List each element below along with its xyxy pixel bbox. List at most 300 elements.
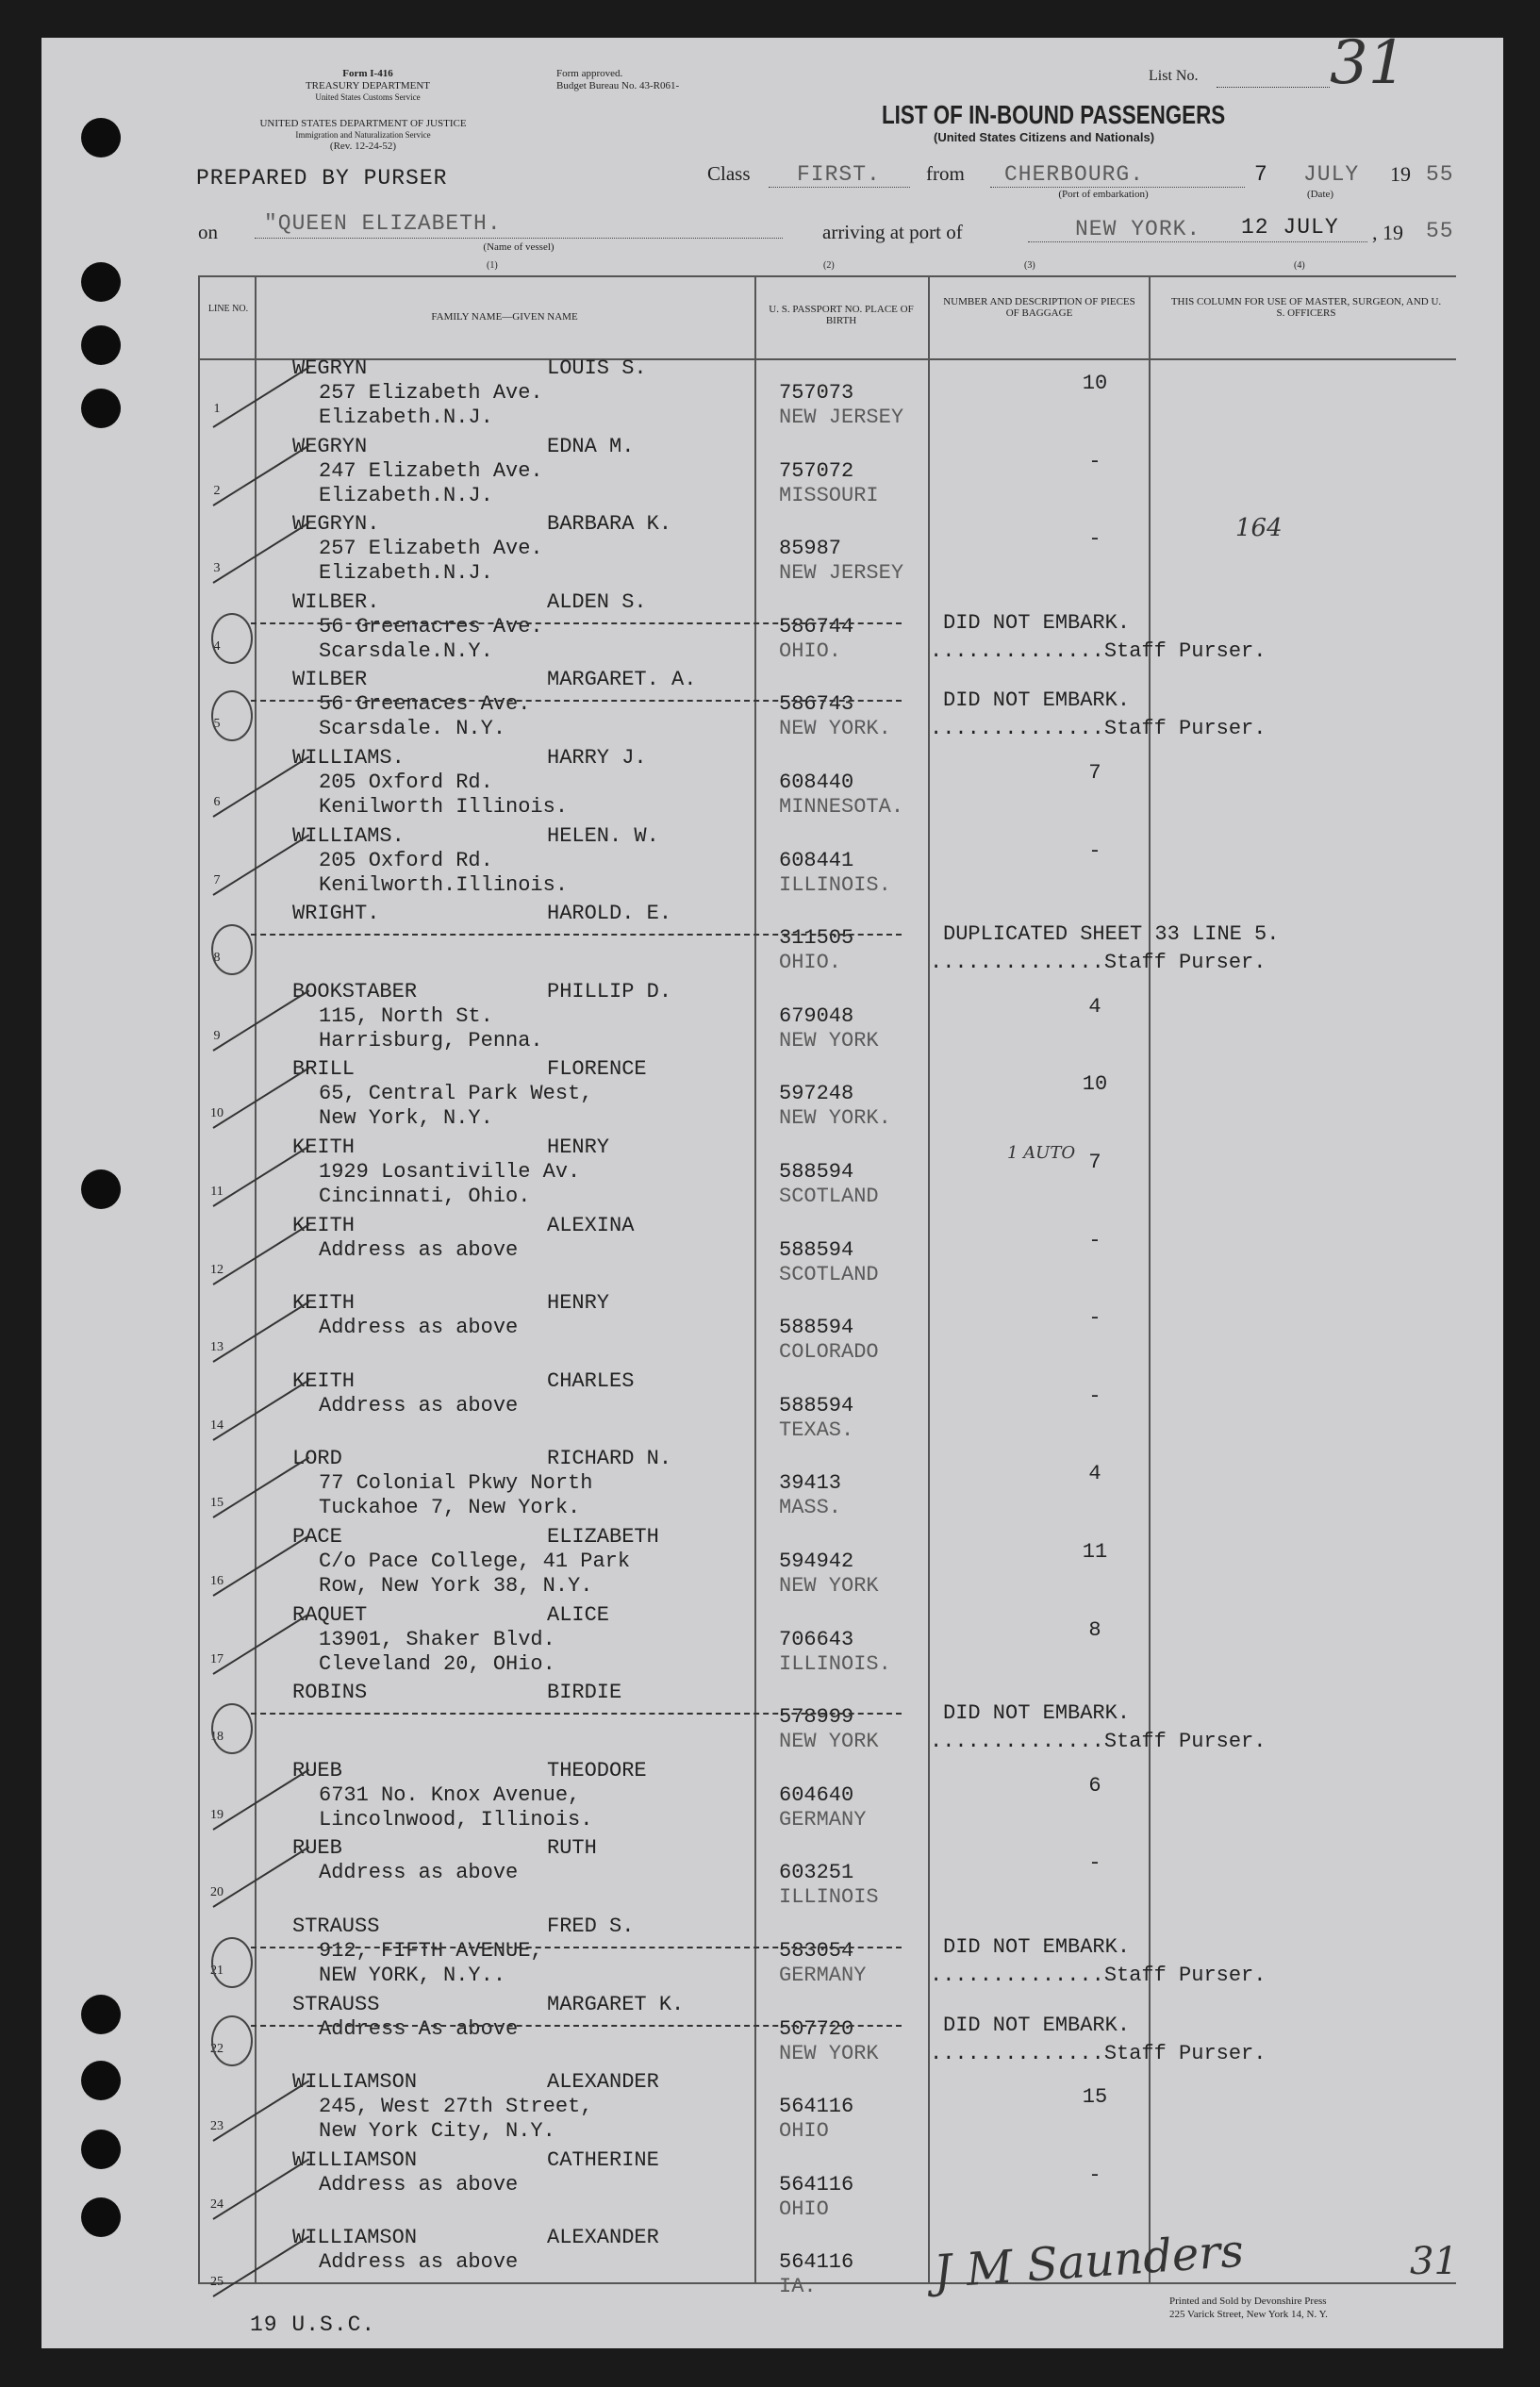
table-row [157, 1214, 1456, 1291]
dept-immigration: Immigration and Naturalization Service [295, 130, 431, 140]
address-line-1: Address as above [319, 1238, 519, 1262]
passport-number: 588594 [779, 1316, 854, 1339]
baggage-count: 4 [1088, 1462, 1101, 1485]
passport-number: 706643 [779, 1628, 854, 1651]
address-line-1: 115, North St. [319, 1004, 493, 1028]
address-line-2: New York, N.Y. [319, 1106, 493, 1130]
baggage-count: 10 [1082, 372, 1108, 395]
cancel-line [251, 700, 902, 702]
baggage-count: 6 [1088, 1774, 1101, 1798]
check-mark [212, 1224, 309, 1285]
place-of-birth: COLORADO [779, 1340, 879, 1364]
family-name: KEITH [292, 1369, 356, 1393]
passport-number: 604640 [779, 1783, 854, 1807]
family-name: ROBINS [292, 1681, 368, 1704]
address-line-1: 56 Greenaces Ave. [319, 692, 531, 716]
family-name: WILLIAMS. [292, 824, 405, 848]
given-name: ALEXANDER [547, 2070, 659, 2094]
footer-statute: 19 U.S.C. [250, 2312, 376, 2337]
given-name: ELIZABETH [547, 1525, 659, 1549]
address-line-1: 247 Elizabeth Ave. [319, 459, 543, 483]
baggage-count: 10 [1082, 1072, 1108, 1096]
line-number: 9 [213, 1029, 221, 1043]
list-number: 31 [1330, 28, 1407, 98]
address-line-2: Elizabeth.N.J. [319, 561, 493, 585]
table-row [157, 746, 1456, 823]
form-title: LIST OF IN-BOUND PASSENGERS [882, 100, 1226, 129]
address-line-1: Address as above [319, 2250, 519, 2274]
family-name: LORD [292, 1447, 342, 1470]
passport-number: 586744 [779, 615, 854, 638]
auto-note: 1 AUTO [1007, 1143, 1076, 1163]
prepared-by: PREPARED BY PURSER [196, 166, 448, 191]
place-of-birth: NEW YORK. [779, 717, 891, 740]
family-name: STRAUSS [292, 1993, 380, 2016]
line-number: 15 [210, 1496, 224, 1510]
place-of-birth: SCOTLAND [779, 1263, 879, 1286]
given-name: BIRDIE [547, 1681, 622, 1704]
place-of-birth: ILLINOIS. [779, 1652, 891, 1676]
given-name: HARRY J. [547, 746, 647, 770]
table-row [157, 1447, 1456, 1524]
header-name: FAMILY NAME—GIVEN NAME [431, 311, 578, 323]
col-num-2: (2) [823, 260, 835, 271]
family-name: WILLIAMSON [292, 2070, 418, 2094]
punch-hole [81, 1995, 121, 2034]
family-name: WEGRYN. [292, 512, 380, 536]
line-number: 1 [213, 402, 221, 416]
place-of-birth: OHIO. [779, 951, 842, 974]
table-row [157, 1681, 1456, 1758]
line-number: 4 [213, 639, 221, 654]
family-name: WEGRYN [292, 435, 368, 458]
place-of-birth: SCOTLAND [779, 1185, 879, 1208]
check-mark [212, 2236, 309, 2297]
address-line-1: 257 Elizabeth Ave. [319, 537, 543, 560]
line-number: 22 [210, 2042, 224, 2056]
line-number: 3 [213, 561, 221, 575]
address-line-1: 245, West 27th Street, [319, 2095, 593, 2118]
table-row [157, 1603, 1456, 1681]
given-name: RUTH [547, 1836, 597, 1860]
baggage-count: 8 [1088, 1618, 1101, 1642]
family-name: STRAUSS [292, 1915, 380, 1938]
date-year: 55 [1426, 162, 1454, 187]
check-mark [212, 1146, 309, 1207]
address-line-2: Harrisburg, Penna. [319, 1029, 543, 1053]
line-number: 23 [210, 2119, 224, 2133]
form-subtitle: (United States Citizens and Nationals) [934, 130, 1155, 144]
passport-number: 757073 [779, 381, 854, 405]
family-name: KEITH [292, 1291, 356, 1315]
given-name: HAROLD. E. [547, 902, 672, 925]
family-name: WEGRYN [292, 356, 368, 380]
arrival-year-prefix: , 19 [1372, 221, 1403, 244]
place-of-birth: OHIO. [779, 639, 842, 663]
table-row [157, 980, 1456, 1057]
family-name: RUEB [292, 1759, 342, 1782]
vessel-caption: (Name of vessel) [483, 241, 555, 253]
address-line-1: Address as above [319, 2173, 519, 2196]
address-line-2: Lincolnwood, Illinois. [319, 1808, 593, 1832]
class-label: Class [707, 162, 751, 185]
circle-mark [211, 613, 253, 664]
check-mark [212, 1301, 309, 1363]
passport-number: 583054 [779, 1939, 854, 1963]
passport-number: 586743 [779, 692, 854, 716]
address-line-2: Tuckahoe 7, New York. [319, 1496, 581, 1519]
remark: DUPLICATED SHEET 33 LINE 5. [943, 922, 1280, 946]
baggage-count: - [1088, 839, 1101, 863]
table-row [157, 356, 1456, 434]
baggage-count: 4 [1088, 995, 1101, 1019]
line-number: 12 [210, 1263, 224, 1277]
table-row [157, 2070, 1456, 2147]
baggage-count: - [1088, 1306, 1101, 1330]
form-approved: Form approved. [556, 68, 623, 79]
baggage-count: 7 [1088, 761, 1101, 785]
circle-mark [211, 690, 253, 741]
line-number: 20 [210, 1885, 224, 1899]
place-of-birth: ILLINOIS [779, 1885, 879, 1909]
family-name: WILBER. [292, 590, 380, 614]
place-of-birth: NEW JERSEY [779, 406, 904, 429]
line-number: 6 [213, 795, 221, 809]
baggage-count: 15 [1082, 2085, 1108, 2109]
place-of-birth: TEXAS. [779, 1418, 854, 1442]
baggage-count: - [1088, 1384, 1101, 1408]
from-line [990, 187, 1245, 188]
vessel-name: "QUEEN ELIZABETH. [264, 211, 502, 236]
line-number: 2 [213, 484, 221, 498]
place-of-birth: NEW YORK. [779, 1106, 891, 1130]
given-name: HELEN. W. [547, 824, 659, 848]
line-number: 8 [213, 951, 221, 965]
address-line-2: Elizabeth.N.J. [319, 406, 493, 429]
vessel-line [255, 238, 783, 239]
circle-mark [211, 2015, 253, 2066]
check-mark [212, 756, 309, 818]
on-label: on [198, 221, 218, 243]
table-row [157, 2226, 1456, 2303]
passport-number: 608441 [779, 849, 854, 872]
place-of-birth: NEW YORK [779, 1730, 879, 1753]
address-line-2: Scarsdale.N.Y. [319, 639, 493, 663]
cancel-line [251, 934, 902, 936]
given-name: MARGARET K. [547, 1993, 685, 2016]
col-num-4: (4) [1294, 260, 1305, 271]
check-mark [212, 2080, 309, 2142]
table-row [157, 1759, 1456, 1836]
punch-hole [81, 262, 121, 302]
staff-purser-remark: ..............Staff Purser. [930, 639, 1267, 663]
arrival-year: 55 [1426, 219, 1454, 243]
remark: DID NOT EMBARK. [943, 2014, 1131, 2037]
cancel-line [251, 622, 902, 624]
passport-number: 39413 [779, 1471, 842, 1495]
table-row [157, 1291, 1456, 1368]
arrival-port: NEW YORK. [1075, 217, 1201, 241]
line-number: 19 [210, 1808, 224, 1822]
table-row [157, 1057, 1456, 1135]
family-name: RUEB [292, 1836, 342, 1860]
address-line-1: Address as above [319, 1394, 519, 1417]
address-line-2: New York City, N.Y. [319, 2119, 555, 2143]
address-line-1: 65, Central Park West, [319, 1082, 593, 1105]
given-name: FRED S. [547, 1915, 635, 1938]
baggage-count: - [1088, 1229, 1101, 1252]
family-name: KEITH [292, 1135, 356, 1159]
family-name: RAQUET [292, 1603, 368, 1627]
passport-number: 588594 [779, 1394, 854, 1417]
address-line-1: C/o Pace College, 41 Park [319, 1550, 631, 1573]
given-name: ALEXINA [547, 1214, 635, 1237]
given-name: HENRY [547, 1135, 610, 1159]
arrival-line [1028, 241, 1367, 242]
passport-number: 507720 [779, 2017, 854, 2041]
header-line-no: LINE NO. [207, 304, 249, 314]
place-of-birth: OHIO [779, 2197, 829, 2221]
staff-purser-remark: ..............Staff Purser. [930, 951, 1267, 974]
baggage-count: 11 [1082, 1540, 1108, 1564]
family-name: KEITH [292, 1214, 356, 1237]
address-line-1: 205 Oxford Rd. [319, 849, 493, 872]
cancel-line [251, 2025, 902, 2027]
address-line-1: 77 Colonial Pkwy North [319, 1471, 593, 1495]
family-name: BOOKSTABER [292, 980, 418, 1003]
address-line-2: Cleveland 20, OHio. [319, 1652, 555, 1676]
given-name: FLORENCE [547, 1057, 647, 1081]
check-mark [212, 1535, 309, 1597]
table-row [157, 435, 1456, 512]
family-name: BRILL [292, 1057, 356, 1081]
place-of-birth: ILLINOIS. [779, 873, 891, 897]
class-value: FIRST. [797, 162, 881, 187]
dept-customs: United States Customs Service [315, 92, 421, 102]
punch-hole [81, 2061, 121, 2100]
line-number: 18 [210, 1730, 224, 1744]
form-number: Form I-416 [342, 68, 393, 79]
given-name: EDNA M. [547, 435, 635, 458]
address-line-1: 6731 No. Knox Avenue, [319, 1783, 581, 1807]
given-name: THEODORE [547, 1759, 647, 1782]
dept-justice: UNITED STATES DEPARTMENT OF JUSTICE [259, 118, 467, 129]
remark: DID NOT EMBARK. [943, 1701, 1131, 1725]
table-row [157, 668, 1456, 745]
passport-number: 564116 [779, 2095, 854, 2118]
place-of-birth: MINNESOTA. [779, 795, 904, 819]
check-mark [212, 835, 309, 896]
table-row [157, 2148, 1456, 2226]
family-name: WRIGHT. [292, 902, 380, 925]
place-of-birth: NEW YORK [779, 2042, 879, 2065]
line-number: 13 [210, 1340, 224, 1354]
place-of-birth: MASS. [779, 1496, 842, 1519]
passport-number: 603251 [779, 1861, 854, 1884]
address-line-1: Address As above [319, 2017, 519, 2041]
family-name: WILLIAMSON [292, 2148, 418, 2172]
header-passport: U. S. PASSPORT NO. PLACE OF BIRTH [769, 304, 914, 326]
check-mark [212, 1614, 309, 1675]
table-row [157, 1993, 1456, 2070]
place-of-birth: NEW JERSEY [779, 561, 904, 585]
dept-treasury: TREASURY DEPARTMENT [305, 80, 431, 91]
line-number: 10 [210, 1106, 224, 1120]
address-line-2: Kenilworth Illinois. [319, 795, 569, 819]
cancel-line [251, 1947, 902, 1948]
line-number: 7 [213, 873, 221, 887]
staff-purser-remark: ..............Staff Purser. [930, 2042, 1267, 2065]
passport-number: 564116 [779, 2250, 854, 2274]
line-number: 5 [213, 717, 221, 731]
given-name: PHILLIP D. [547, 980, 672, 1003]
table-row [157, 1915, 1456, 1992]
address-line-1: 257 Elizabeth Ave. [319, 381, 543, 405]
baggage-count: - [1088, 450, 1101, 473]
address-line-1: Address as above [319, 1861, 519, 1884]
date-year-prefix: 19 [1390, 162, 1411, 186]
punch-hole [81, 389, 121, 428]
address-line-2: Row, New York 38, N.Y. [319, 1574, 593, 1598]
table-row [157, 824, 1456, 902]
given-name: BARBARA K. [547, 512, 672, 536]
check-mark [212, 1847, 309, 1908]
passport-number: 588594 [779, 1160, 854, 1184]
check-mark [212, 367, 309, 428]
place-of-birth: NEW YORK [779, 1029, 879, 1053]
header-officers: THIS COLUMN FOR USE OF MASTER, SURGEON, AND U. S. OFFICERS [1170, 296, 1442, 319]
line-number: 16 [210, 1574, 224, 1588]
port-caption: (Port of embarkation) [1058, 189, 1149, 200]
printer-line-1: Printed and Sold by Devonshire Press [1169, 2296, 1327, 2307]
header-baggage: NUMBER AND DESCRIPTION OF PIECES OF BAGGAGE [943, 296, 1135, 319]
check-mark [212, 1380, 309, 1441]
table-row [157, 902, 1456, 979]
class-line [769, 187, 910, 188]
passport-number: 564116 [779, 2173, 854, 2196]
address-line-2: Cincinnati, Ohio. [319, 1185, 531, 1208]
passport-number: 85987 [779, 537, 842, 560]
address-line-2: NEW YORK, N.Y.. [319, 1964, 506, 1987]
passport-number: 588594 [779, 1238, 854, 1262]
list-no-label: List No. [1149, 68, 1199, 84]
place-of-birth: IA. [779, 2275, 817, 2298]
address-line-1: 205 Oxford Rd. [319, 771, 493, 794]
circle-mark [211, 1937, 253, 1988]
given-name: RICHARD N. [547, 1447, 672, 1470]
passport-number: 757072 [779, 459, 854, 483]
given-name: CATHERINE [547, 2148, 659, 2172]
col-num-3: (3) [1024, 260, 1035, 271]
line-number: 11 [210, 1185, 224, 1199]
address-line-2: Elizabeth.N.J. [319, 484, 493, 507]
address-line-2: Scarsdale. N.Y. [319, 717, 506, 740]
family-name: WILLIAMS. [292, 746, 405, 770]
staff-purser-remark: ..............Staff Purser. [930, 717, 1267, 740]
baggage-count: - [1088, 1851, 1101, 1875]
line-number: 25 [210, 2275, 224, 2289]
line-number: 24 [210, 2197, 224, 2212]
passport-number: 578999 [779, 1705, 854, 1729]
punch-hole [81, 325, 121, 365]
place-of-birth: NEW YORK [779, 1574, 879, 1598]
check-mark [212, 2159, 309, 2220]
printer-line-2: 225 Varick Street, New York 14, N. Y. [1169, 2309, 1328, 2320]
passport-number: 679048 [779, 1004, 854, 1028]
address-line-1: 912, FIFTH AVENUE, [319, 1939, 543, 1963]
arriving-label: arriving at port of [822, 221, 963, 243]
list-no-line [1217, 87, 1330, 88]
address-line-1: Address as above [319, 1316, 519, 1339]
passport-number: 311505 [779, 926, 854, 950]
table-row [157, 1369, 1456, 1447]
given-name: LOUIS S. [547, 356, 647, 380]
date-day: 7 [1254, 162, 1268, 187]
check-mark [212, 1068, 309, 1129]
family-name: WILBER [292, 668, 368, 691]
given-name: HENRY [547, 1291, 610, 1315]
check-mark [212, 445, 309, 506]
check-mark [212, 990, 309, 1052]
circle-mark [211, 924, 253, 975]
arrival-date: 12 JULY [1241, 215, 1339, 240]
baggage-count: 7 [1088, 1151, 1101, 1174]
date-month: JULY [1303, 162, 1360, 187]
place-of-birth: GERMANY [779, 1964, 867, 1987]
baggage-count: - [1088, 2163, 1101, 2187]
remark: DID NOT EMBARK. [943, 1935, 1131, 1959]
punch-hole [81, 2197, 121, 2237]
budget-bureau: Budget Bureau No. 43-R061- [556, 80, 680, 91]
line-number: 21 [210, 1964, 224, 1978]
purser-signature: J M Saunders [932, 2224, 1246, 2299]
from-value: CHERBOURG. [1004, 162, 1145, 187]
place-of-birth: OHIO [779, 2119, 829, 2143]
place-of-birth: MISSOURI [779, 484, 879, 507]
family-name: WILLIAMSON [292, 2226, 418, 2249]
table-row [157, 1135, 1456, 1213]
place-of-birth: GERMANY [779, 1808, 867, 1832]
cancel-line [251, 1713, 902, 1715]
punch-hole [81, 2130, 121, 2169]
line-number: 17 [210, 1652, 224, 1666]
passport-number: 597248 [779, 1082, 854, 1105]
given-name: CHARLES [547, 1369, 635, 1393]
passport-number: 608440 [779, 771, 854, 794]
table-top-border [198, 275, 1456, 277]
from-label: from [926, 162, 965, 185]
form-revision: (Rev. 12-24-52) [329, 141, 397, 152]
check-mark [212, 522, 309, 584]
punch-hole [81, 118, 121, 157]
passport-number: 594942 [779, 1550, 854, 1573]
staff-purser-remark: ..............Staff Purser. [930, 1730, 1267, 1753]
given-name: MARGARET. A. [547, 668, 697, 691]
line-number: 14 [210, 1418, 224, 1433]
staff-purser-remark: ..............Staff Purser. [930, 1964, 1267, 1987]
officer-mark: 164 [1235, 514, 1283, 542]
address-line-1: 13901, Shaker Blvd. [319, 1628, 555, 1651]
given-name: ALICE [547, 1603, 610, 1627]
table-row [157, 1836, 1456, 1914]
given-name: ALEXANDER [547, 2226, 659, 2249]
baggage-count: - [1088, 527, 1101, 551]
given-name: ALDEN S. [547, 590, 647, 614]
table-row [157, 590, 1456, 668]
remark: DID NOT EMBARK. [943, 611, 1131, 635]
corner-page-number: 31 [1410, 2240, 1458, 2283]
date-caption: (Date) [1306, 189, 1334, 200]
